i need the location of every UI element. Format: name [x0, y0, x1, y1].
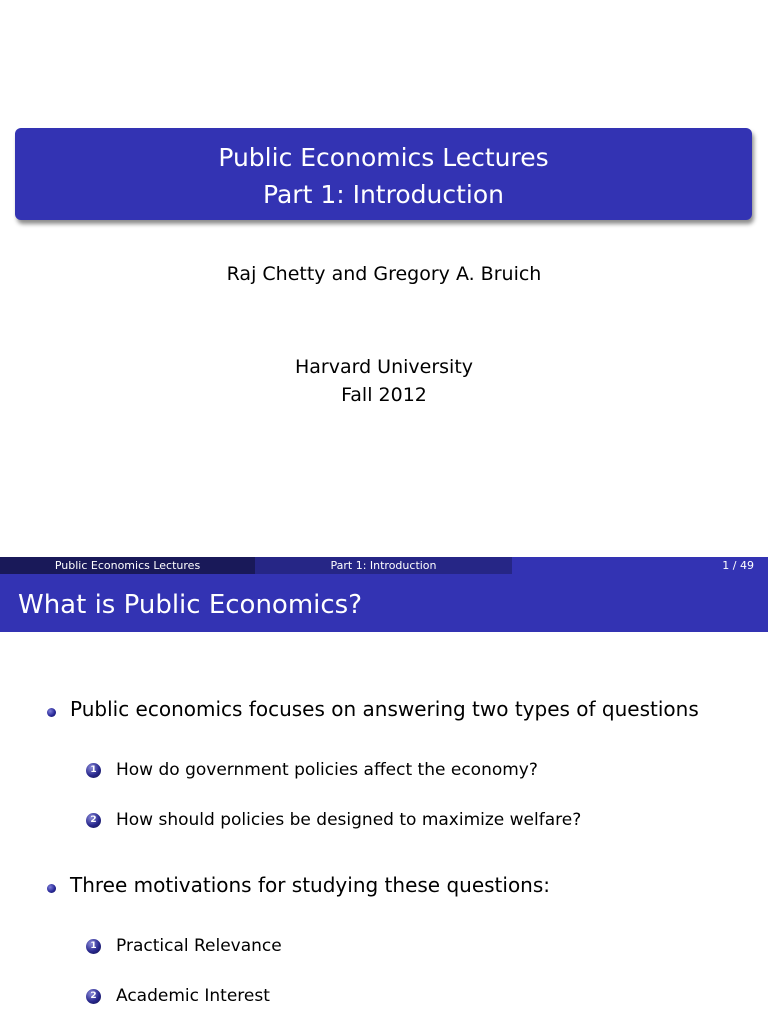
- institute: Harvard University: [294, 356, 474, 378]
- enumerated-item-text: How do government policies affect the economy?: [116, 760, 538, 780]
- frame-title: What is Public Economics?: [18, 590, 363, 620]
- enumeration-number-icon: 1: [86, 939, 101, 954]
- page-counter: 1 / 49: [722, 559, 754, 572]
- enumeration-number-icon: 1: [86, 763, 101, 778]
- enumerated-item-text: Practical Relevance: [116, 936, 282, 956]
- enumerated-item-text: Academic Interest: [116, 986, 270, 1006]
- date: Fall 2012: [341, 384, 427, 406]
- bullet-item: [0, 696, 768, 722]
- footer-bar: [0, 557, 768, 574]
- frame-title-bar: [0, 574, 768, 632]
- enumeration-number-icon: 2: [86, 813, 101, 828]
- bullet-icon: [47, 884, 56, 893]
- footer-short-subtitle: Part 1: Introduction: [255, 557, 512, 574]
- bullet-text: Three motivations for studying these questions:: [70, 873, 551, 897]
- authors: Raj Chetty and Gregory A. Bruich: [226, 263, 542, 285]
- enumerated-item: [0, 934, 768, 958]
- title-box: [15, 128, 752, 220]
- presentation-subtitle: Part 1: Introduction: [263, 180, 504, 209]
- bullet-text: Public economics focuses on answering two types of questions: [70, 697, 699, 721]
- enumerated-item: [0, 758, 768, 782]
- footer-short-title: Public Economics Lectures: [0, 557, 255, 574]
- enumerated-item: [0, 984, 768, 1008]
- footer-page-counter-box: [512, 557, 768, 574]
- presentation-title: Public Economics Lectures: [218, 143, 549, 172]
- bullet-icon: [47, 708, 56, 717]
- enumeration-number-icon: 2: [86, 989, 101, 1004]
- enumerated-item: [0, 808, 768, 832]
- enumerated-item-text: How should policies be designed to maximize welfare?: [116, 810, 582, 830]
- bullet-item: [0, 872, 768, 898]
